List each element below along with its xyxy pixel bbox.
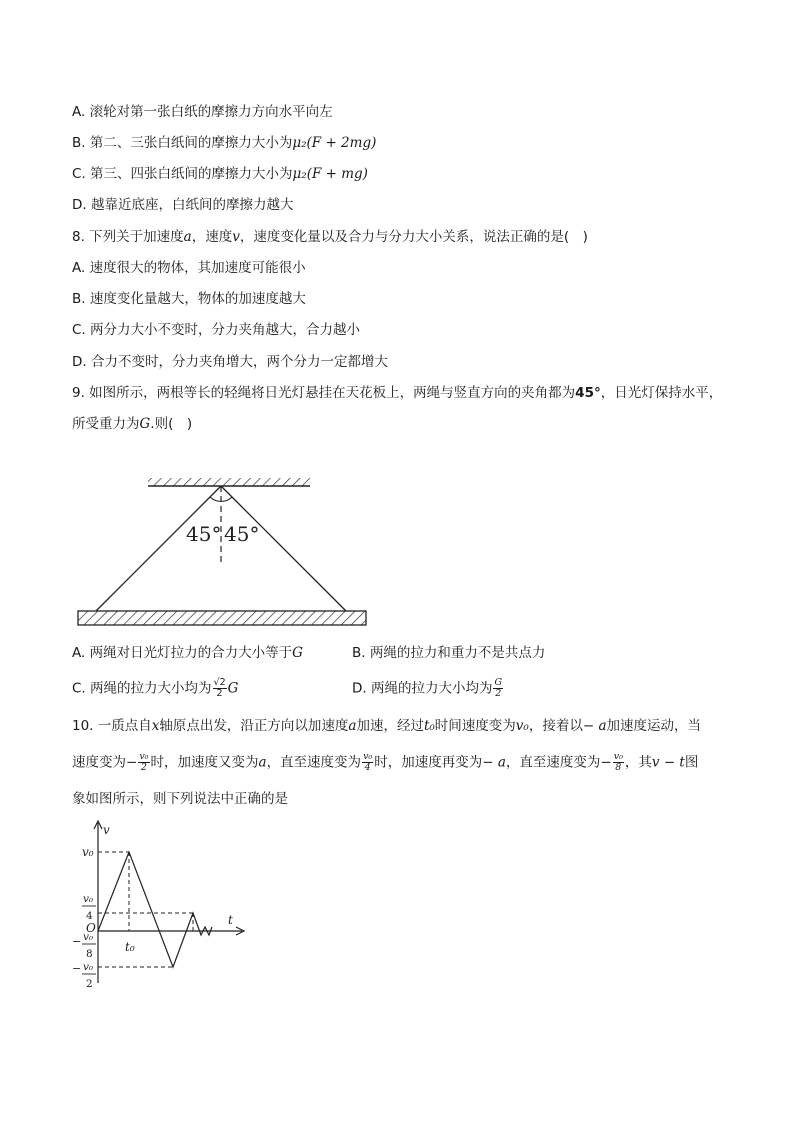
text: ，接着以 [528,718,583,734]
var-neg-a: − a [482,754,506,771]
q9-option-c-text: C. 两绳的拉力大小均为 [72,680,212,697]
q7-option-c [72,164,368,184]
q9-stem-prefix: 9. 如图所示，两根等长的轻绳将日光灯悬挂在天花板上，两绳与竖直方向的夹角都为 [72,385,576,401]
ceiling [148,478,310,486]
q10-stem-line2 [72,752,698,773]
label-v0-4-num: v₀ [83,893,94,905]
q8-stem-suffix: ，速度变化量以及合力与分力大小关系，说法正确的是( ) [239,229,588,245]
fraction-denominator: 2 [140,762,147,773]
fraction-numerator: G [494,677,503,688]
var-neg-a: − a [582,718,607,734]
q8-var-a: a [183,229,192,245]
label-neg-v0-2-num: v₀ [83,961,94,973]
text: 时间速度变为 [434,718,516,734]
q8-option-b: B. 速度变化量越大，物体的加速度越大 [72,291,306,307]
q9-option-c [72,678,238,699]
q9-stem-angle: 45° [575,385,601,401]
q10-stem-line1 [72,716,701,736]
q9-option-a-text: A. 两绳对日光灯拉力的合力大小等于 [72,645,293,661]
velocity-curve [98,852,212,967]
q9-option-a-var: G [292,645,303,661]
q7-option-b [72,133,376,153]
fraction-numerator: v₀ [139,751,149,762]
q9-option-d-text: D. 两绳的拉力大小均为 [352,680,493,697]
q10-stem-line3: 象如图所示，则下列说法中正确的是 [72,791,288,807]
q7-option-b-text: B. 第二、三张白纸间的摩擦力大小为 [72,135,293,151]
text: ，其 [624,754,652,771]
q7-option-b-formula: μ₂(F + 2mg) [292,135,377,151]
var-t0: t₀ [423,718,435,734]
label-v0-4-den: 4 [86,910,93,922]
fraction-denominator: 2 [495,688,502,699]
minus-sign: − [600,754,612,771]
left-rope [96,486,221,611]
q9-stem-suffix: ，日光灯保持水平， [600,385,723,401]
var-a: a [258,754,267,771]
text: 加速度运动，当 [606,718,701,734]
q9-var-g: G [139,416,151,432]
q8-stem-prefix: 8. 下列关于加速度 [72,229,184,245]
label-neg-v0-8-minus: − [72,935,82,948]
text: 速度变为 [72,754,126,771]
fraction-v0-over-8 [613,752,624,773]
fraction-denominator: 8 [615,762,622,773]
minus-sign: − [126,754,138,771]
label-neg-v0-8-num: v₀ [83,931,94,943]
q9-option-c-fraction [213,678,227,699]
q9-option-c-var: G [227,680,239,697]
label-neg-v0-8-den: 8 [86,948,93,960]
label-t0: t₀ [125,940,135,954]
q9-stem-line2-suffix: .则( ) [150,416,193,432]
q10-vt-graph [70,815,255,995]
q8-option-a: A. 速度很大的物体，其加速度可能很小 [72,260,306,276]
label-v0: v₀ [82,845,94,859]
q9-figure [70,470,380,630]
angle-right-label: 45° [224,522,260,546]
q9-stem-line2 [72,414,192,434]
axis-t-label: t [228,913,233,927]
var-x: x [151,718,160,734]
fraction-denominator: 2 [216,688,223,699]
q7-option-c-formula: μ₂(F + mg) [292,166,368,182]
q9-option-a [72,643,303,663]
q8-option-d: D. 合力不变时，分力夹角增大，两个分力一定都增大 [72,354,388,370]
origin-label: O [86,921,96,935]
right-rope [221,486,346,611]
text: 时，加速度再变为 [374,754,483,771]
text: 加速，经过 [356,718,424,734]
fraction-numerator: v₀ [613,751,623,762]
q7-option-c-text: C. 第三、四张白纸间的摩擦力大小为 [72,166,293,182]
q7-option-a: A. 滚轮对第一张白纸的摩擦力方向水平向左 [72,104,333,120]
text: ，直至速度变为 [505,754,601,771]
q7-option-d: D. 越靠近底座，白纸间的摩擦力越大 [72,197,294,213]
q8-option-c: C. 两分力大小不变时，分力夹角越大，合力越小 [72,322,361,338]
q9-option-d-fraction [493,678,503,699]
axis-v-label: v [103,823,110,837]
q8-var-v: v [232,229,240,245]
q9-option-b: B. 两绳的拉力和重力不是共点力 [352,645,546,661]
text: ，直至速度变为 [266,754,362,771]
q9-stem-line2-prefix: 所受重力为 [72,416,140,432]
text: 时，加速度又变为 [150,754,259,771]
angle-left-label: 45° [186,522,222,546]
fraction-v0-over-4 [362,752,373,773]
q9-option-d [352,678,504,699]
text: 图 [684,754,699,771]
fraction-numerator: v₀ [363,751,373,762]
text: 轴原点出发，沿正方向以加速度 [159,718,349,734]
fraction-denominator: 4 [364,762,371,773]
var-v0: v₀ [515,718,529,734]
q8-stem [72,227,588,247]
fraction-v0-over-2 [138,752,149,773]
var-a: a [348,718,357,734]
lamp-bar [78,611,366,625]
label-neg-v0-2-den: 2 [86,978,93,990]
q8-stem-mid: ，速度 [191,229,233,245]
text: 10. 一质点自 [72,718,152,734]
q9-stem-line1 [72,383,722,403]
fraction-numerator: √2 [213,677,226,688]
var-vt: v − t [651,754,685,771]
label-neg-v0-2-minus: − [72,962,82,975]
